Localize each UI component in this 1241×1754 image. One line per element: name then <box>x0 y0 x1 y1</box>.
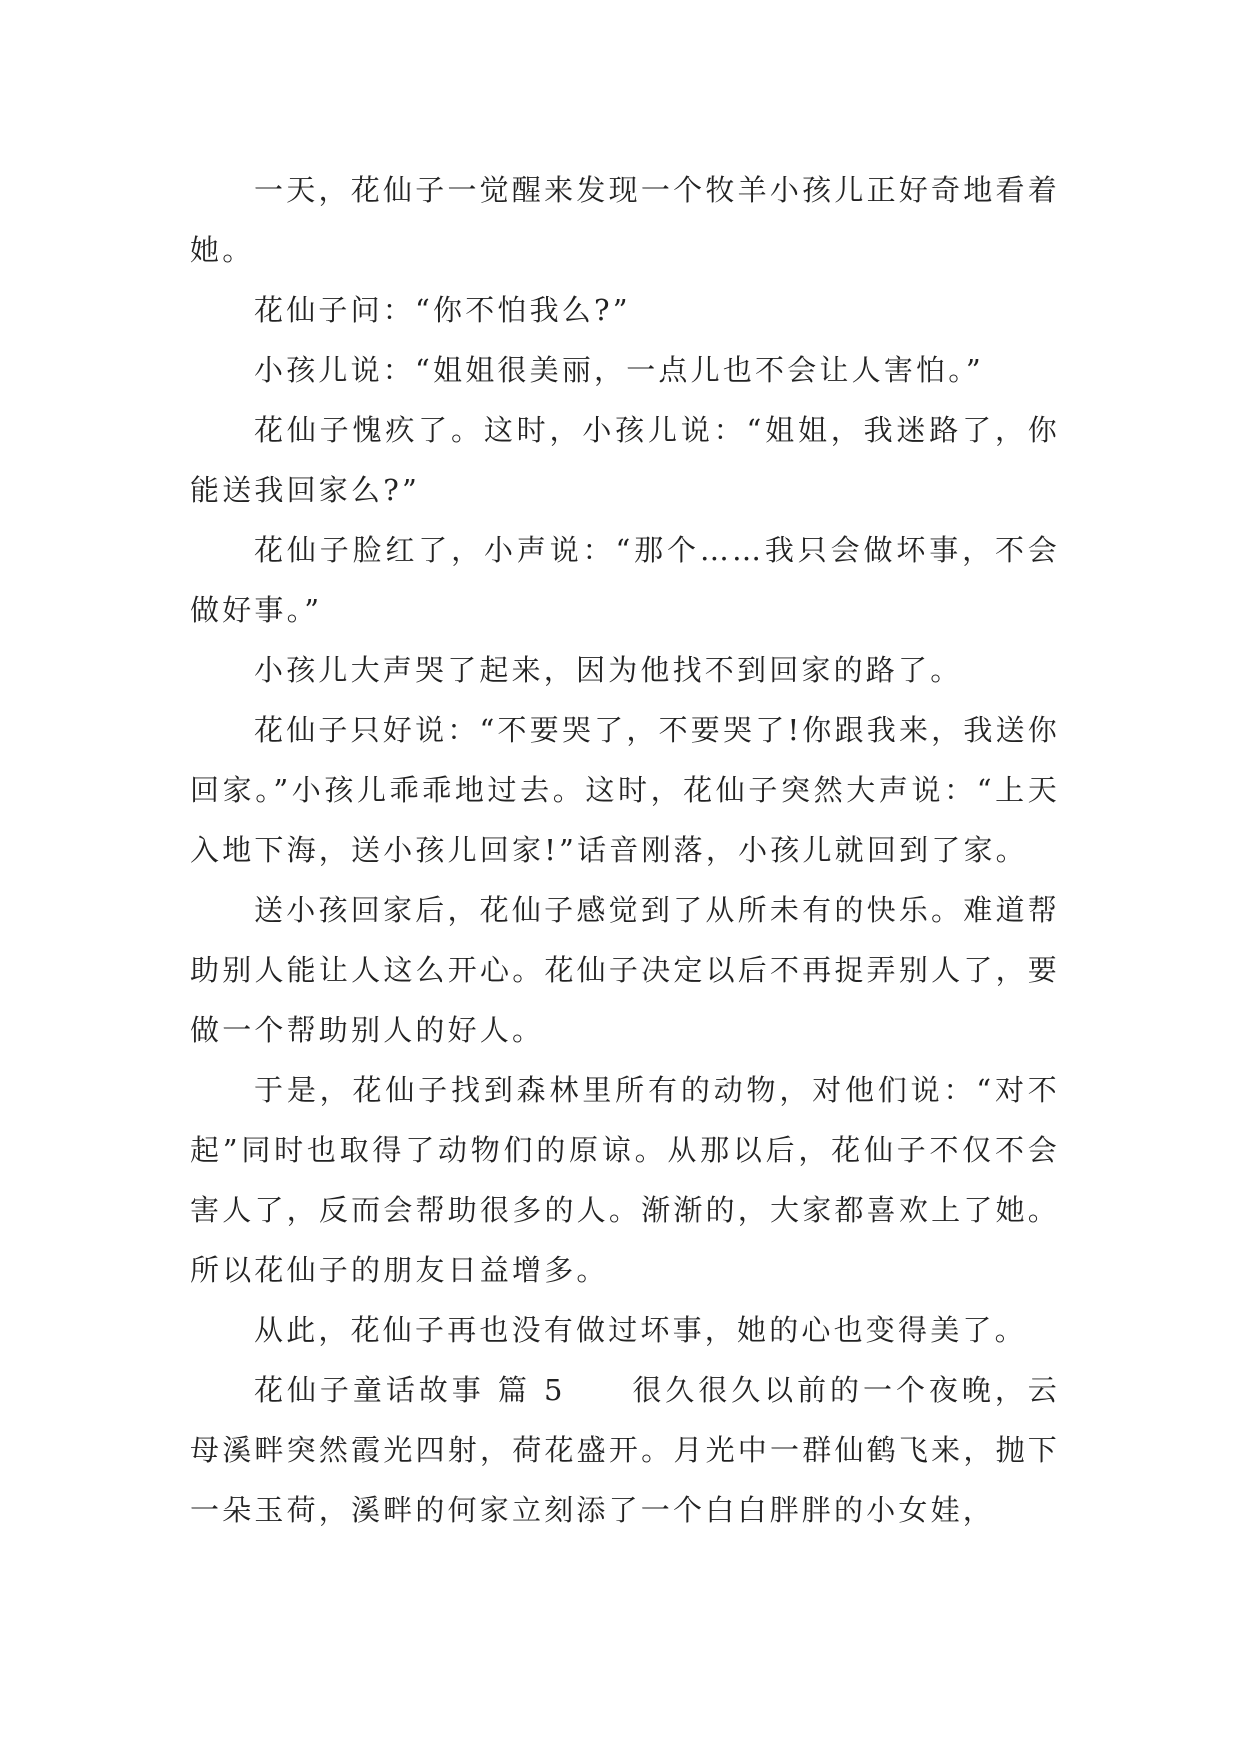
paragraph-10: 从此，花仙子再也没有做过坏事，她的心也变得美了。 <box>254 1313 1027 1347</box>
paragraph-1: 一天，花仙子一觉醒来发现一个牧羊小孩儿正好奇地看着她。 <box>190 173 1060 267</box>
paragraph-2: 花仙子问：“你不怕我么?” <box>254 293 631 327</box>
paragraph-9: 于是，花仙子找到森林里所有的动物，对他们说：“对不起”同时也取得了动物们的原谅。从那以后，花仙子不仅不会害人了，反而会帮助很多的人。渐渐的，大家都喜欢上了她。所以花仙子的朋友日益增多。 <box>190 1073 1060 1287</box>
paragraph-6: 小孩儿大声哭了起来，因为他找不到回家的路了。 <box>254 653 963 687</box>
paragraph-7: 花仙子只好说：“不要哭了，不要哭了!你跟我来，我送你回家。”小孩儿乖乖地过去。这时，花仙子突然大声说：“上天入地下海，送小孩儿回家!”话音刚落，小孩儿就回到了家。 <box>190 713 1060 867</box>
document-body <box>190 160 1060 1540</box>
paragraph-5: 花仙子脸红了，小声说：“那个……我只会做坏事，不会做好事。” <box>190 533 1060 627</box>
paragraph-8: 送小孩回家后，花仙子感觉到了从所未有的快乐。难道帮助别人能让人这么开心。花仙子决定以后不再捉弄别人了，要做一个帮助别人的好人。 <box>190 893 1060 1047</box>
paragraph-11: 花仙子童话故事 篇 5 很久很久以前的一个夜晚，云母溪畔突然霞光四射，荷花盛开。月光中一群仙鹤飞来，抛下一朵玉荷，溪畔的何家立刻添了一个白白胖胖的小女娃， <box>190 1373 1060 1527</box>
paragraph-4: 花仙子愧疚了。这时，小孩儿说：“姐姐，我迷路了，你能送我回家么?” <box>190 413 1060 507</box>
paragraph-3: 小孩儿说：“姐姐很美丽，一点儿也不会让人害怕。” <box>254 353 984 387</box>
